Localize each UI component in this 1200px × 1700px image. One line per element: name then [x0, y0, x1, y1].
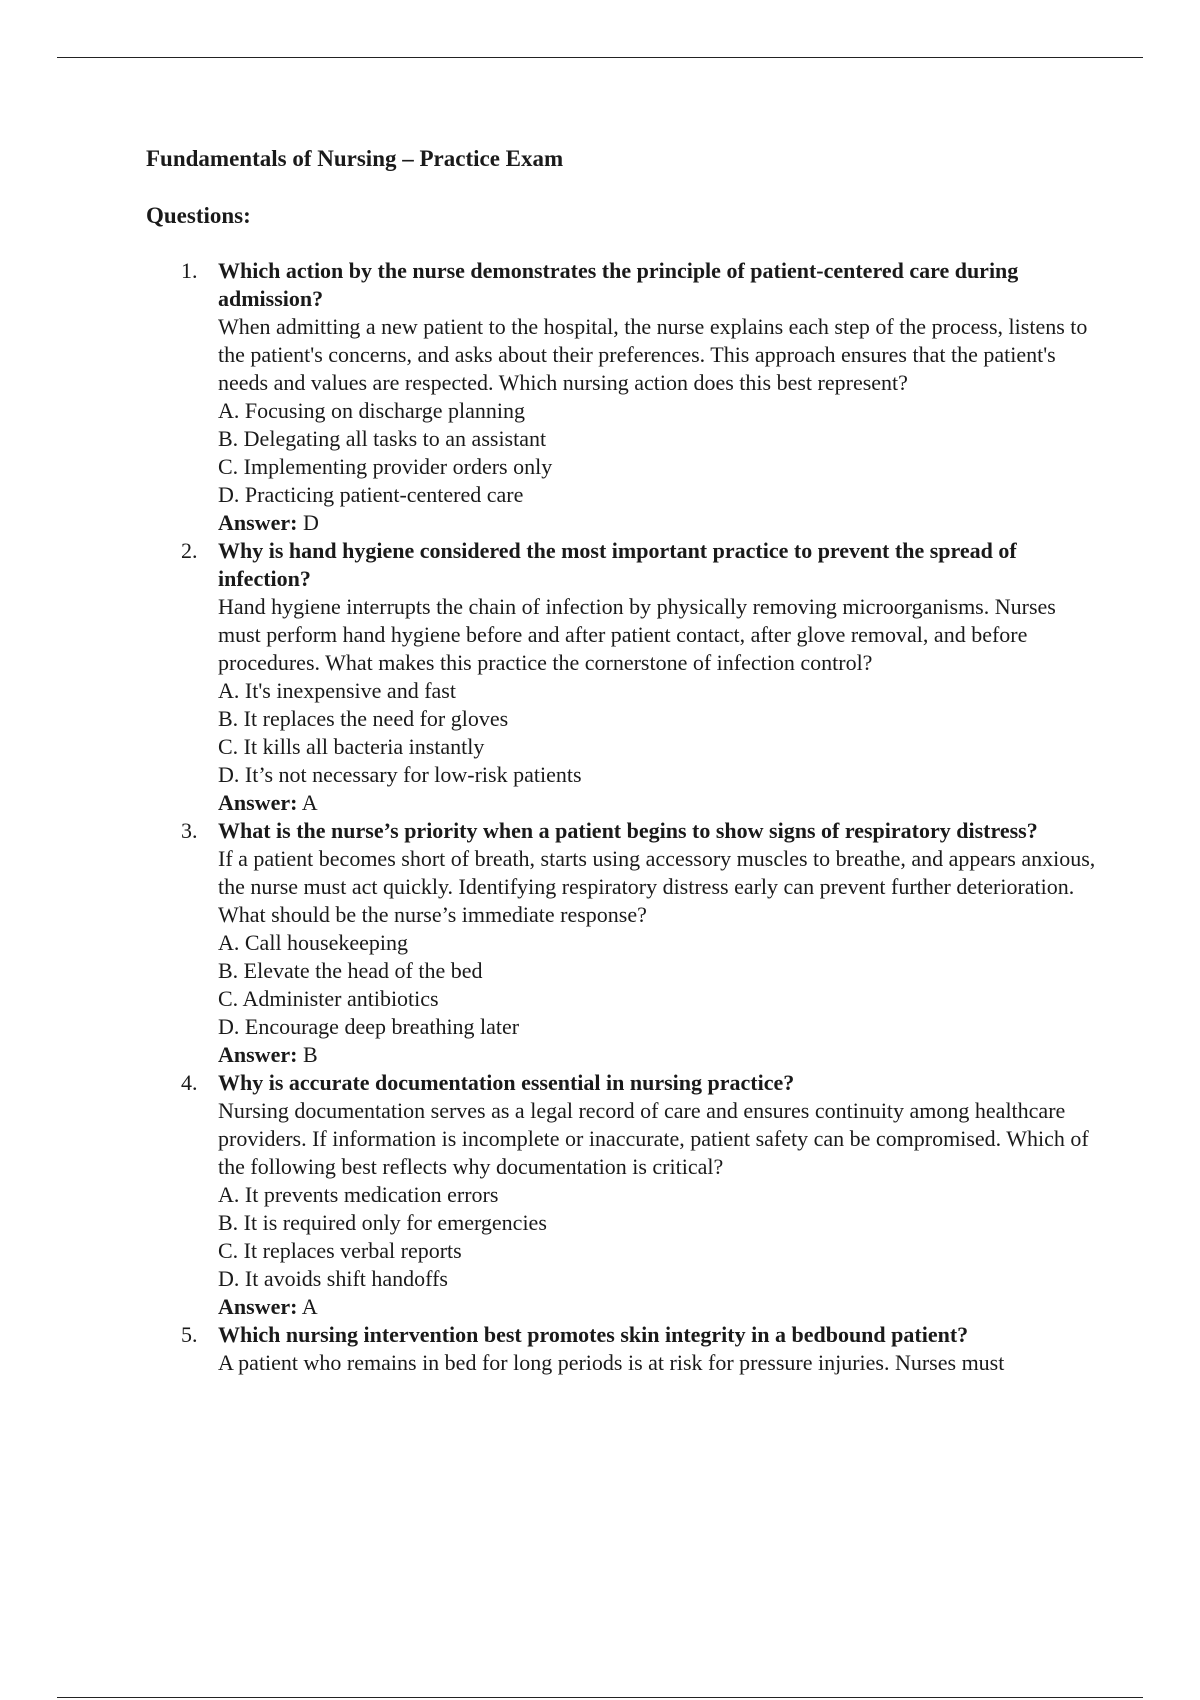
question-title: Why is hand hygiene considered the most important practice to prevent the spread of infection?: [218, 538, 1017, 591]
answer-label: Answer:: [218, 1042, 298, 1067]
answer-choice: A. It prevents medication errors: [218, 1182, 499, 1207]
answer-choice: B. Delegating all tasks to an assistant: [218, 426, 547, 451]
answer-choice: A. Focusing on discharge planning: [218, 398, 525, 423]
answer-label: Answer:: [218, 510, 298, 535]
question-number: 4.: [181, 1070, 198, 1095]
bottom-rule: [57, 1697, 1143, 1698]
answer-value: D: [302, 510, 319, 535]
question-item: [146, 817, 1096, 1069]
answer-choice: D. Encourage deep breathing later: [218, 1014, 520, 1039]
answer-choice: D. Practicing patient-centered care: [218, 482, 524, 507]
answer-choice: B. It replaces the need for gloves: [218, 706, 509, 731]
question-item: [146, 537, 1096, 817]
answer-choice: D. It avoids shift handoffs: [218, 1266, 448, 1291]
question-title: Why is accurate documentation essential in nursing practice?: [218, 1070, 795, 1095]
question-body: Nursing documentation serves as a legal record of care and ensures continuity among healthcare providers. If information is incomplete or inaccurate, patient safety can be compromised. Which of the following best reflects why documentation is critical?: [218, 1098, 1089, 1179]
question-number: 1.: [181, 258, 198, 283]
question-body: When admitting a new patient to the hospital, the nurse explains each step of the process, listens to the patient's concerns, and asks about their preferences. This approach ensures that the patient's needs and values are respected. Which nursing action does this best represent?: [218, 314, 1088, 395]
question-body: A patient who remains in bed for long periods is at risk for pressure injuries. Nurses must: [218, 1350, 1005, 1375]
answer-line: [218, 509, 1096, 537]
question-title: What is the nurse’s priority when a patient begins to show signs of respiratory distress?: [218, 818, 1038, 843]
answer-choice: C. Implementing provider orders only: [218, 454, 553, 479]
answer-value: A: [301, 790, 318, 815]
question-title: Which action by the nurse demonstrates the principle of patient-centered care during admission?: [218, 258, 1019, 311]
question-item: [146, 257, 1096, 537]
answer-choice: C. Administer antibiotics: [218, 986, 439, 1011]
answer-choice: A. Call housekeeping: [218, 930, 409, 955]
question-number: 3.: [181, 818, 198, 843]
answer-value: B: [302, 1042, 318, 1067]
top-rule: [57, 57, 1143, 58]
question-title: Which nursing intervention best promotes skin integrity in a bedbound patient?: [218, 1322, 969, 1347]
answer-line: [218, 789, 1096, 817]
question-body: If a patient becomes short of breath, starts using accessory muscles to breathe, and appears anxious, the nurse must act quickly. Identifying respiratory distress early can prevent further deterioration. What should be the nurse’s immediate response?: [218, 846, 1096, 927]
question-number: 5.: [181, 1322, 198, 1347]
answer-line: [218, 1293, 1096, 1321]
answer-choice: D. It’s not necessary for low-risk patients: [218, 762, 582, 787]
answer-label: Answer:: [218, 790, 298, 815]
answer-line: [218, 1041, 1096, 1069]
question-item: [146, 1321, 1096, 1377]
question-number: 2.: [181, 538, 198, 563]
answer-label: Answer:: [218, 1294, 298, 1319]
answer-value: A: [301, 1294, 318, 1319]
answer-choice: A. It's inexpensive and fast: [218, 678, 456, 703]
document-title: Fundamentals of Nursing – Practice Exam: [146, 146, 564, 171]
questions-list: [146, 257, 1096, 1377]
question-body: Hand hygiene interrupts the chain of infection by physically removing microorganisms. Nurses must perform hand hygiene before and after patient contact, after glove removal, and before procedures. What makes this practice the cornerstone of infection control?: [218, 594, 1056, 675]
section-label: Questions:: [146, 203, 251, 228]
answer-choice: B. Elevate the head of the bed: [218, 958, 483, 983]
answer-choice: C. It replaces verbal reports: [218, 1238, 462, 1263]
answer-choice: B. It is required only for emergencies: [218, 1210, 547, 1235]
question-item: [146, 1069, 1096, 1321]
answer-choice: C. It kills all bacteria instantly: [218, 734, 485, 759]
